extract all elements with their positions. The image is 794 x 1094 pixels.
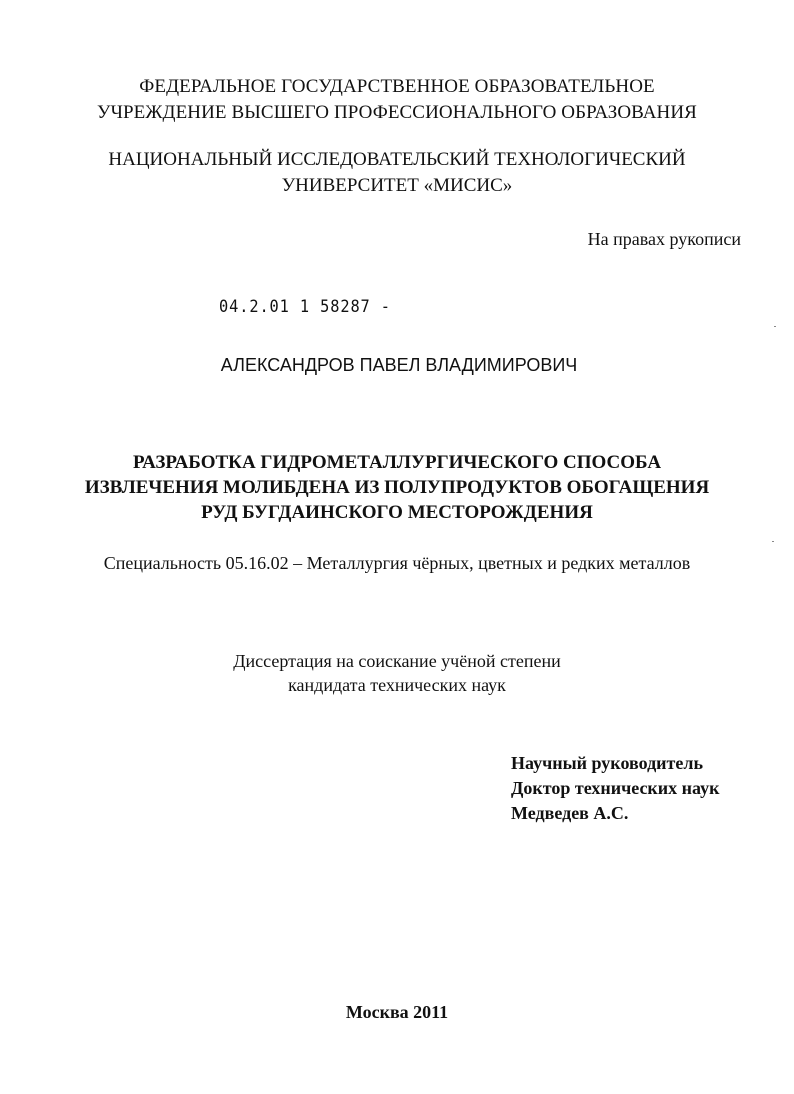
supervisor-line-1: Научный руководитель (511, 753, 703, 773)
registration-code: 04.2.01 1 58287 - (219, 297, 391, 317)
title-line-1: РАЗРАБОТКА ГИДРОМЕТАЛЛУРГИЧЕСКОГО СПОСОБА (132, 452, 662, 473)
degree-statement (0, 649, 794, 697)
author-name: АЛЕКСАНДРОВ ПАВЕЛ ВЛАДИМИРОВИЧ (220, 355, 578, 375)
degree-line-2: кандидата технических наук (288, 675, 506, 695)
scan-speck (772, 541, 774, 542)
university-line-1: НАЦИОНАЛЬНЫЙ ИССЛЕДОВАТЕЛЬСКИЙ ТЕХНОЛОГИЧЕСКИЙ (108, 149, 686, 170)
organization-line-1: ФЕДЕРАЛЬНОЕ ГОСУДАРСТВЕННОЕ ОБРАЗОВАТЕЛЬНОЕ (139, 76, 655, 97)
city-year: Москва 2011 (345, 1002, 449, 1022)
organization-header (0, 74, 794, 126)
manuscript-rights: На правах рукописи (587, 229, 741, 249)
university-line-2: УНИВЕРСИТЕТ «МИСИС» (281, 175, 513, 196)
supervisor-block (511, 751, 720, 826)
title-line-3: РУД БУГДАИНСКОГО МЕСТОРОЖДЕНИЯ (201, 502, 593, 523)
specialty: Специальность 05.16.02 – Металлургия чёрных, цветных и редких металлов (103, 553, 691, 573)
title-line-2: ИЗВЛЕЧЕНИЯ МОЛИБДЕНА ИЗ ПОЛУПРОДУКТОВ ОБОГАЩЕНИЯ (84, 477, 710, 498)
supervisor-line-3: Медведев А.С. (511, 803, 629, 823)
scan-speck (774, 326, 776, 327)
organization-line-2: УЧРЕЖДЕНИЕ ВЫСШЕГО ПРОФЕССИОНАЛЬНОГО ОБРАЗОВАНИЯ (97, 102, 697, 123)
dissertation-title (0, 450, 794, 525)
university-header (0, 147, 794, 199)
degree-line-1: Диссертация на соискание учёной степени (233, 651, 561, 671)
supervisor-line-2: Доктор технических наук (511, 778, 720, 798)
